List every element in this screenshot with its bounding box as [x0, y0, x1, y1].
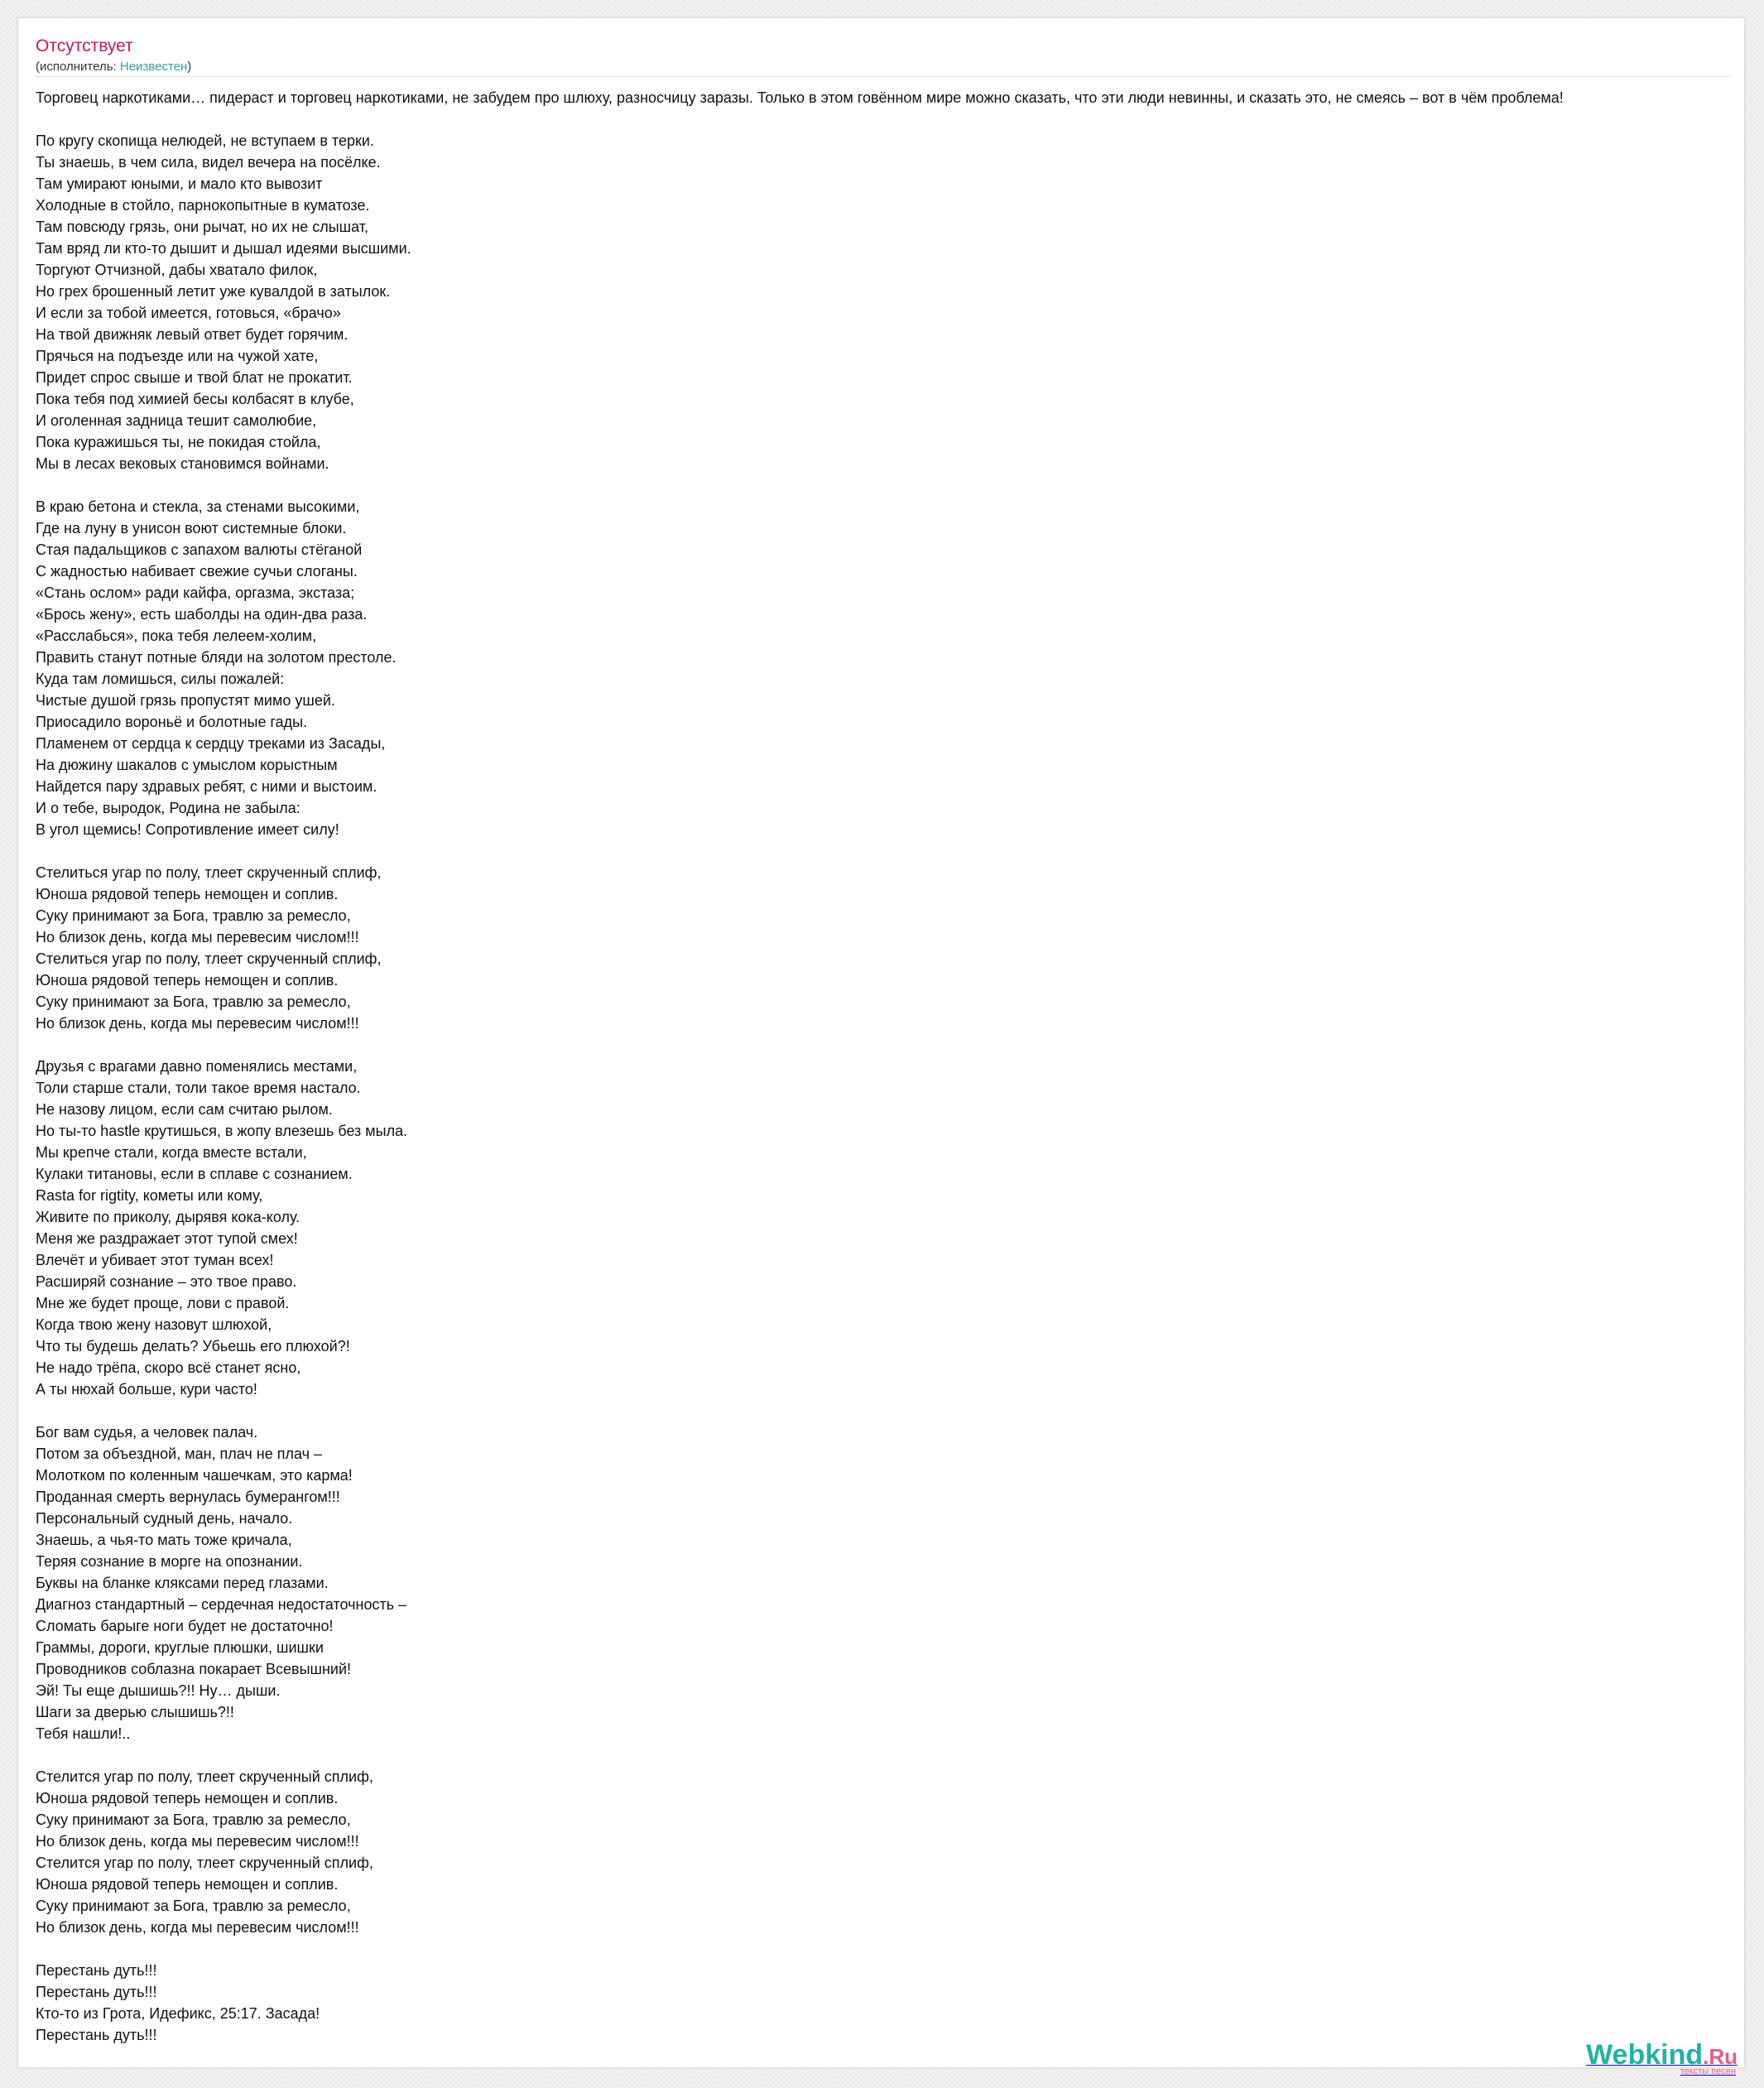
song-title[interactable]: Отсутствует	[36, 36, 133, 55]
lyric-line: А ты нюхай больше, кури часто!	[36, 1381, 257, 1398]
stanza-break	[36, 1744, 1745, 1766]
lyric-line: На твой движняк левый ответ будет горячим.	[36, 326, 348, 343]
stanza-break	[36, 474, 1745, 496]
lyric-line: Пока тебя под химией бесы колбасят в клубе,	[36, 391, 354, 407]
lyric-line: И оголенная задница тешит самолюбие,	[36, 412, 317, 429]
lyric-line: Стая падальщиков с запахом валюты стёганой	[36, 541, 363, 558]
lyric-line: Юноша рядовой теперь немощен и соплив.	[36, 1790, 339, 1807]
lyric-line: Но грех брошенный летит уже кувалдой в затылок.	[36, 283, 391, 300]
logo-tagline: тексты песен	[1680, 2066, 1736, 2076]
lyric-line: Перестань дуть!!!	[36, 1984, 157, 2000]
lyric-line: Влечёт и убивает этот туман всех!	[36, 1252, 274, 1268]
lyric-line: Сломать барыге ноги будет не достаточно!	[36, 1618, 334, 1634]
lyric-line: В краю бетона и стекла, за стенами высокими,	[36, 498, 360, 515]
lyric-line: Шаги за дверью слышишь?!!	[36, 1704, 234, 1720]
lyric-line: Править станут потные бляди на золотом престоле.	[36, 649, 397, 666]
lyric-line: Стелится угар по полу, тлеет скрученный сплиф,	[36, 1855, 373, 1871]
lyric-line: На дюжину шакалов с умыслом корыстным	[36, 757, 338, 773]
lyric-line: Когда твою жену назовут шлюхой,	[36, 1316, 272, 1333]
lyric-line: Меня же раздражает этот тупой смех!	[36, 1230, 298, 1247]
lyric-line: Суку принимают за Бога, травлю за ремесло,	[36, 1811, 351, 1828]
lyric-line: Торгуют Отчизной, дабы хватало филок,	[36, 262, 318, 278]
stanza-break	[36, 1400, 1745, 1422]
lyric-line: Перестань дуть!!!	[36, 1962, 157, 1979]
lyric-line: Приосадило вороньё и болотные гады.	[36, 714, 308, 730]
lyric-line: Проданная смерть вернулась бумерангом!!!	[36, 1489, 340, 1505]
lyric-line: Расширяй сознание – это твое право.	[36, 1273, 297, 1290]
lyric-line: Юноша рядовой теперь немощен и соплив.	[36, 1876, 339, 1893]
lyric-line: Найдется пару здравых ребят, с ними и выстоим.	[36, 778, 377, 795]
artist-line	[36, 60, 191, 74]
lyric-line: Кулаки титановы, если в сплаве с сознанием.	[36, 1166, 353, 1182]
lyric-line: Чистые душой грязь пропустят мимо ушей.	[36, 692, 335, 709]
stanza-break	[36, 1034, 1745, 1056]
lyric-line: Но близок день, когда мы перевесим числом!!!	[36, 929, 359, 945]
lyric-line: Где на луну в унисон воют системные блоки.	[36, 520, 347, 536]
lyric-line: Придет спрос свыше и твой блат не прокатит.	[36, 369, 353, 386]
lyric-line: Толи старше стали, толи такое время настало.	[36, 1080, 361, 1096]
lyric-line: Ты знаешь, в чем сила, видел вечера на посёлке.	[36, 154, 381, 171]
lyric-line: Персональный судный день, начало.	[36, 1510, 293, 1527]
lyric-line: Эй! Ты еще дышишь?!! Ну… дыши.	[36, 1682, 281, 1699]
lyric-line: Перестань дуть!!!	[36, 2027, 157, 2043]
lyric-line: Знаешь, а чья-то мать тоже кричала,	[36, 1532, 292, 1548]
lyric-line: Мне же будет проще, лови с правой.	[36, 1295, 290, 1311]
lyric-line: Теряя сознание в морге на опознании.	[36, 1553, 303, 1570]
lyric-line: Буквы на бланке кляксами перед глазами.	[36, 1575, 329, 1591]
lyric-line: Пока куражишься ты, не покидая стойла,	[36, 434, 321, 450]
lyric-line: И если за тобой имеется, готовься, «брачо»	[36, 305, 341, 321]
lyric-line: Но близок день, когда мы перевесим числом!!!	[36, 1919, 359, 1936]
lyric-line: Проводников соблазна покарает Всевышний!	[36, 1661, 352, 1677]
lyric-line: Мы крепче стали, когда вместе встали,	[36, 1144, 307, 1161]
lyric-line: Торговец наркотиками… пидераст и торговец наркотиками, не забудем про шлюху, разносчицу заразы. Только в этом говённом мире можно сказать, что эти люди невинны, и сказать это, не смеясь – вот в чём проблема!	[36, 89, 1564, 106]
lyric-line: Суку принимают за Бога, травлю за ремесло,	[36, 993, 351, 1010]
logo-name: Webkind	[1586, 2039, 1704, 2071]
lyric-line: Что ты будешь делать? Убьешь его плюхой?!	[36, 1338, 350, 1354]
lyric-line: Но близок день, когда мы перевесим числом!!!	[36, 1833, 359, 1850]
stanza-break	[36, 840, 1745, 862]
lyric-line: Юноша рядовой теперь немощен и соплив.	[36, 972, 339, 989]
lyric-line: Там вряд ли кто-то дышит и дышал идеями высшими.	[36, 240, 411, 257]
lyric-line: Юноша рядовой теперь немощен и соплив.	[36, 886, 339, 902]
lyric-line: Прячься на подъезде или на чужой хате,	[36, 348, 319, 364]
artist-prefix: (исполнитель:	[36, 60, 120, 74]
lyric-line: Там повсюду грязь, они рычат, но их не слышат,	[36, 219, 368, 235]
lyric-line: Суку принимают за Бога, травлю за ремесло,	[36, 907, 351, 924]
lyric-line: Холодные в стойло, парнокопытные в куматозе.	[36, 197, 370, 214]
lyric-line: И о тебе, выродок, Родина не забыла:	[36, 800, 300, 816]
lyric-line: Потом за объездной, ман, плач не плач –	[36, 1446, 322, 1462]
lyric-line: Живите по приколу, дырявя кока-колу.	[36, 1209, 300, 1225]
lyric-line: Стелиться угар по полу, тлеет скрученный сплиф,	[36, 950, 382, 967]
lyric-line: Стелиться угар по полу, тлеет скрученный сплиф,	[36, 864, 382, 881]
lyric-line: «Расслабься», пока тебя лелеем-холим,	[36, 628, 317, 644]
lyric-line: Суку принимают за Бога, травлю за ремесло,	[36, 1898, 351, 1914]
lyrics-card	[17, 17, 1745, 2068]
artist-link[interactable]: Неизвестен	[119, 60, 188, 74]
lyric-line: Пламенем от сердца к сердцу треками из Засады,	[36, 735, 386, 752]
lyric-line: Rasta for rigtity, кометы или кому,	[36, 1187, 263, 1204]
lyric-line: Мы в лесах вековых становимся войнами.	[36, 455, 329, 472]
lyric-line: Но ты-то hastle крутишься, в жопу влезешь без мыла.	[36, 1123, 408, 1139]
lyric-line: «Стань ослом» ради кайфа, оргазма, экстаза;	[36, 585, 355, 601]
lyric-line: Не надо трёпа, скоро всё станет ясно,	[36, 1359, 301, 1376]
lyric-line: С жадностью набивает свежие сучьи слоганы.	[36, 563, 358, 580]
lyric-line: Кто-то из Грота, Идефикс, 25:17. Засада!	[36, 2005, 320, 2022]
lyric-line: Куда там ломишься, силы пожалей:	[36, 671, 285, 687]
lyric-line: Бог вам судья, а человек палач.	[36, 1424, 258, 1441]
lyric-line: Граммы, дороги, круглые плюшки, шишки	[36, 1639, 324, 1656]
title-divider	[36, 76, 1731, 77]
lyric-line: В угол щемись! Сопротивление имеет силу!	[36, 821, 339, 838]
lyric-line: Там умирают юными, и мало кто вывозит	[36, 176, 323, 192]
lyric-line: Друзья с врагами давно поменялись местами,	[36, 1058, 358, 1075]
lyrics-text	[36, 87, 1745, 2046]
lyric-line: Не назову лицом, если сам считаю рылом.	[36, 1101, 333, 1118]
lyric-line: Но близок день, когда мы перевесим числом!!!	[36, 1015, 359, 1032]
lyric-line: Диагноз стандартный – сердечная недостаточность –	[36, 1596, 407, 1613]
stanza-break	[36, 108, 1745, 130]
lyric-line: Тебя нашли!..	[36, 1725, 131, 1742]
lyric-line: Молотком по коленным чашечкам, это карма!	[36, 1467, 353, 1484]
logo-tld: .Ru	[1703, 2044, 1738, 2069]
stanza-break	[36, 1938, 1745, 1960]
lyric-line: «Брось жену», есть шаболды на один-два раза.	[36, 606, 368, 623]
artist-suffix: )	[187, 60, 192, 74]
webkind-logo[interactable]	[1586, 2041, 1738, 2076]
lyric-line: По кругу скопища нелюдей, не вступаем в терки.	[36, 132, 374, 149]
lyric-line: Стелится угар по полу, тлеет скрученный сплиф,	[36, 1768, 373, 1785]
